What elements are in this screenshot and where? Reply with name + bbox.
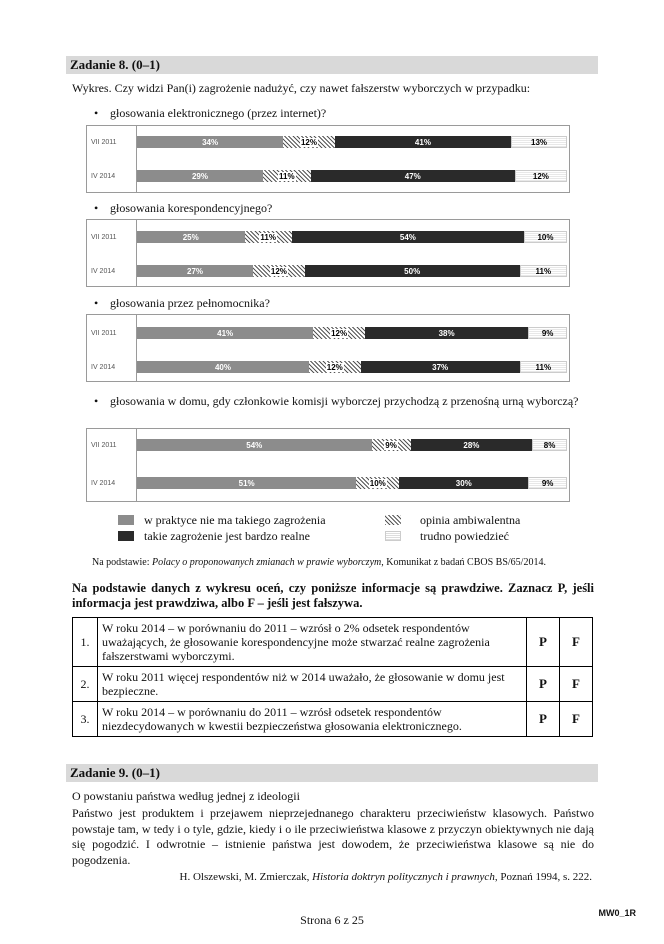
true-option[interactable]: P (527, 667, 560, 702)
segment-hard-to-say (524, 231, 567, 243)
chart-source (92, 555, 546, 570)
segment-no-threat (137, 361, 309, 373)
data-label: 25% (182, 232, 199, 242)
segment-ambivalent (263, 170, 311, 182)
data-label: 28% (463, 440, 480, 450)
data-label: 12% (532, 171, 549, 181)
citation-authors: H. Olszewski, M. Zmierczak, (179, 871, 313, 883)
segment-no-threat (137, 439, 372, 451)
chart-postal-voting (86, 219, 570, 287)
segment-hard-to-say (528, 477, 567, 489)
chart-home-voting (86, 428, 570, 502)
data-label: 9% (385, 440, 397, 450)
task9-subtitle: O powstaniu państwa według jednej z ideologii (72, 789, 300, 803)
legend-swatch-grey (118, 515, 134, 525)
segment-ambivalent (283, 136, 335, 148)
false-option[interactable]: F (560, 618, 593, 667)
source-prefix: Na podstawie: (92, 557, 152, 568)
data-label: 38% (438, 328, 455, 338)
page-number: Strona 6 z 25 (300, 913, 364, 927)
segment-ambivalent (253, 265, 305, 277)
row-label: VII 2011 (91, 330, 117, 337)
row-label: IV 2014 (91, 173, 116, 180)
segment-real-threat (365, 327, 528, 339)
segment-real-threat (311, 170, 515, 182)
segment-hard-to-say (532, 439, 567, 451)
statement-text: W roku 2014 – w porównaniu do 2011 – wzrósł o 2% odsetek respondentów uważających, że głosowanie korespondencyjne może stwarzać realne zagrożenia fałszerstwami wyborczymi. (98, 618, 527, 667)
segment-hard-to-say (520, 361, 567, 373)
segment-real-threat (361, 361, 520, 373)
segment-hard-to-say (511, 136, 567, 148)
table-row (73, 667, 593, 702)
statement-text: W roku 2011 więcej respondentów niż w 2014 uważało, że głosowanie w domu jest bezpieczne. (98, 667, 527, 702)
segment-ambivalent (245, 231, 292, 243)
data-label: 40% (214, 362, 231, 372)
data-label: 54% (246, 440, 263, 450)
data-label: 11% (535, 266, 552, 276)
data-label: 11% (535, 362, 552, 372)
data-label: 29% (191, 171, 208, 181)
legend-hatch-label: opinia ambiwalentna (420, 513, 521, 527)
segment-real-threat (292, 231, 524, 243)
segment-no-threat (137, 265, 253, 277)
source-suffix: , Komunikat z badań CBOS BS/65/2014. (381, 557, 546, 568)
segment-ambivalent (356, 477, 399, 489)
segment-real-threat (305, 265, 520, 277)
chart3-question: • głosowania przez pełnomocnika? (110, 296, 270, 311)
data-label: 10% (369, 478, 386, 488)
task9-citation (180, 870, 592, 885)
data-label: 12% (331, 328, 348, 338)
legend-swatch-dot (385, 531, 401, 541)
statement-text: W roku 2014 – w porównaniu do 2011 – wzrósł odsetek respondentów niezdecydowanych w kwestii bezpieczeństwa głosowania elektronicznego. (98, 702, 527, 737)
data-label: 41% (217, 328, 234, 338)
statement-number: 1. (73, 618, 98, 667)
task9-header: Zadanie 9. (0–1) (66, 764, 598, 782)
data-label: 10% (537, 232, 554, 242)
segment-ambivalent (313, 327, 365, 339)
stacked-bar (137, 327, 567, 339)
citation-title: Historia doktryn politycznych i prawnych (312, 871, 495, 883)
segment-no-threat (137, 477, 356, 489)
statement-number: 3. (73, 702, 98, 737)
false-option[interactable]: F (560, 702, 593, 737)
citation-suffix: , Poznań 1994, s. 222. (494, 871, 592, 883)
data-label: 8% (543, 440, 556, 450)
true-option[interactable]: P (527, 618, 560, 667)
legend-dot-label: trudno powiedzieć (420, 529, 509, 543)
true-option[interactable]: P (527, 702, 560, 737)
stacked-bar (137, 136, 567, 148)
data-label: 9% (541, 478, 554, 488)
segment-hard-to-say (515, 170, 567, 182)
segment-no-threat (137, 327, 313, 339)
data-label: 34% (202, 137, 219, 147)
segment-real-threat (399, 477, 528, 489)
segment-ambivalent (309, 361, 361, 373)
data-label: 30% (455, 478, 472, 488)
chart-electronic-voting (86, 125, 570, 193)
row-label: VII 2011 (91, 234, 117, 241)
data-label: 11% (260, 232, 276, 242)
row-label: IV 2014 (91, 480, 116, 487)
row-label: VII 2011 (91, 442, 117, 449)
stacked-bar (137, 439, 567, 451)
task9-paragraph: Państwo jest produktem i przejawem nieprzejednanego charakteru przeciwieństw klasowych. Państwo powstaje tam, w tedy i o tyle, gdzie, kiedy i o ile przeciwieństwa klasowe z przyczyn obiektywnych nie dają się pogodzić. I odwrotnie – istnienie państwa jest dowodem, że przeciwieństwa klasowe są nie do pogodzenia. (72, 806, 594, 867)
segment-ambivalent (372, 439, 411, 451)
data-label: 50% (404, 266, 421, 276)
data-label: 12% (326, 362, 343, 372)
legend-dark-label: takie zagrożenie jest bardzo realne (144, 529, 310, 543)
legend-swatch-dark (118, 531, 134, 541)
data-label: 13% (531, 137, 548, 147)
data-label: 37% (432, 362, 449, 372)
stacked-bar (137, 477, 567, 489)
data-label: 9% (541, 328, 554, 338)
segment-no-threat (137, 170, 263, 182)
stacked-bar (137, 265, 567, 277)
segment-no-threat (137, 231, 245, 243)
legend-swatch-hatch (385, 515, 401, 525)
false-option[interactable]: F (560, 667, 593, 702)
segment-real-threat (411, 439, 533, 451)
chart2-question: • głosowania korespondencyjnego? (110, 201, 272, 216)
stacked-bar (137, 231, 567, 243)
legend-grey-label: w praktyce nie ma takiego zagrożenia (144, 513, 326, 527)
row-label: IV 2014 (91, 364, 116, 371)
data-label: 41% (414, 137, 431, 147)
data-label: 27% (187, 266, 204, 276)
row-label: IV 2014 (91, 268, 116, 275)
table-row (73, 702, 593, 737)
segment-hard-to-say (528, 327, 567, 339)
data-label: 47% (404, 171, 421, 181)
task8-header: Zadanie 8. (0–1) (66, 56, 598, 74)
task8-instruction: Na podstawie danych z wykresu oceń, czy poniższe informacje są prawdziwe. Zaznacz P, jeśli informacja jest prawdziwa, albo F – jeśli jest fałszywa. (72, 581, 594, 610)
exam-code: MW0_1R (598, 908, 636, 918)
data-label: 54% (399, 232, 416, 242)
stacked-bar (137, 170, 567, 182)
data-label: 12% (300, 137, 317, 147)
statements-table (72, 617, 593, 737)
segment-hard-to-say (520, 265, 567, 277)
statement-number: 2. (73, 667, 98, 702)
chart1-question: • głosowania elektronicznego (przez internet)? (110, 106, 326, 121)
chart-proxy-voting (86, 314, 570, 382)
segment-no-threat (137, 136, 283, 148)
table-row (73, 618, 593, 667)
data-label: 12% (270, 266, 287, 276)
row-label: VII 2011 (91, 139, 117, 146)
data-label: 11% (279, 171, 295, 181)
data-label: 51% (238, 478, 255, 488)
chart4-question: • głosowania w domu, gdy członkowie komisji wyborczej przychodzą z przenośną urną wyborczą? (110, 394, 580, 409)
segment-real-threat (335, 136, 511, 148)
task8-intro: Wykres. Czy widzi Pan(i) zagrożenie nadużyć, czy nawet fałszerstw wyborczych w przypadku: (72, 81, 531, 95)
source-title: Polacy o proponowanych zmianach w prawie wyborczym (152, 557, 382, 568)
stacked-bar (137, 361, 567, 373)
